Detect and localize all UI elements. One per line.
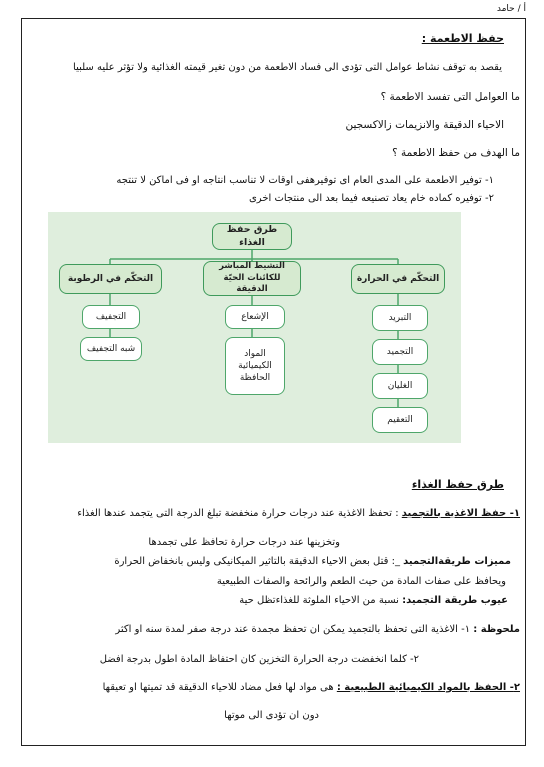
definition-text: يقصد به توقف نشاط عوامل التى تؤدى الى فساد الاطعمة من دون تغير قيمته الغذائية ولا تؤثر عليه سلبيا — [73, 62, 502, 73]
answer-spoilage-factors: الاحياء الدقيقة والانزيمات زالاكسجين — [345, 119, 504, 131]
note-text-2: ٢- كلما انخفضت درجة الحرارة التخزين كان احتفاظ المادة اطول بدرجة افضل — [99, 654, 419, 665]
diagram-item-freezing: التجميد — [372, 339, 428, 365]
note-line-1 — [115, 624, 520, 635]
freezing-line — [77, 508, 520, 519]
diagram-item-radiation: الإشعاع — [225, 305, 285, 329]
freezing-text: : تحفظ الاغذية عند درجات حرارة منخفضة تبلغ الدرجة التى يتجمد عندها الغذاء — [77, 508, 399, 519]
note-text-1: ١- الاغذية التى تحفظ بالتجميد يمكن ان تحفظ مجمدة عند درجة صفر لمدة سنه او اكثر — [115, 624, 471, 635]
advantages-label: مميزات طريقةالتجميد — [403, 556, 511, 567]
diagram-heat-control-box: التحكّم في الحرارة — [351, 264, 445, 294]
chemical-preservation-line — [103, 682, 520, 693]
question-spoilage-factors: ما العوامل التى تفسد الاطعمة ؟ — [380, 91, 520, 103]
author-header: أ / حامد — [496, 4, 526, 14]
question-preservation-goal: ما الهدف من حفظ الاطعمة ؟ — [392, 147, 520, 159]
section-title-food-preservation: حفظ الاطعمة : — [421, 32, 504, 45]
diagram-item-semi-drying: شبه التجفيف — [80, 337, 142, 361]
note-label: ملحوظة : — [473, 624, 520, 635]
diagram-item-boiling: الغليان — [372, 373, 428, 399]
goal-item-2: ٢- توفيره كماده خام يعاد تصنيعه فيما بعد الى منتجات اخرى — [248, 193, 494, 204]
diagram-root-box: طرق حفظ الغذاء — [212, 223, 292, 250]
diagram-item-cooling: التبريد — [372, 305, 428, 331]
section-title-preservation-methods: طرق حفظ الغذاء — [411, 478, 504, 491]
diagram-item-chemical-preservatives: المواد الكيميائية الحافظة — [225, 337, 285, 395]
preservation-methods-diagram — [48, 212, 461, 443]
disadvantages-line — [239, 595, 508, 606]
chemical-preservation-text: هى مواد لها فعل مضاد للاحياء الدقيقة قد تميتها او تعيقها — [102, 682, 334, 693]
disadvantages-text: نسبة من الاحياء الملوثة للغذاءتظل حية — [239, 595, 399, 606]
chemical-preservation-text-continued: دون ان تؤدى الى موتها — [224, 710, 319, 721]
advantages-text: _: قتل بعض الاحياء الدقيقة بالتاثير الميكانيكى وليس بانخفاض الحرارة — [114, 556, 400, 567]
disadvantages-label: عيوب طريقة التجميد: — [402, 595, 508, 606]
diagram-humidity-control-box: التحكّم في الرطوبة — [59, 264, 162, 294]
advantages-text-continued: ويحافظ على صفات المادة من حيث الطعم والرائحة والصفات الطبيعية — [216, 576, 506, 587]
goal-item-1: ١- توفير الاطعمة على المدى العام اى توفيرهفى اوقات لا تناسب انتاجه او فى اماكن لا تنتجه — [116, 175, 494, 186]
freezing-text-continued: وتخزينها عند درجات حرارة تحافظ على تجمدها — [148, 537, 340, 548]
advantages-line — [114, 556, 511, 567]
chemical-preservation-label: ٢- الحفظ بالمواد الكيميائية الطبيعية : — [336, 682, 520, 693]
diagram-microbe-box: التشيط المباشر للكائنات الحيّة الدقيقة — [203, 261, 301, 296]
diagram-item-sterilization: التعقيم — [372, 407, 428, 433]
diagram-item-drying: التجفيف — [82, 305, 140, 329]
freezing-label: ١- حفظ الاغذية بالتجميد — [401, 508, 520, 519]
